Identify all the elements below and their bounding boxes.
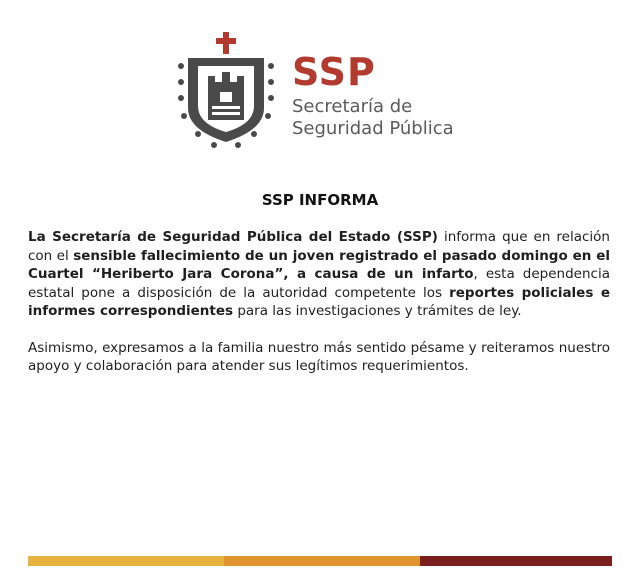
stripe-segment-maroon	[420, 556, 612, 566]
state-emblem-logo	[176, 30, 276, 150]
p1-bold-reports: reportes policiales e informes correspondientes	[28, 284, 610, 319]
p1-bold-agency: La Secretaría de Seguridad Pública del Estado (SSP)	[28, 229, 438, 245]
notice-paragraph-2: Asimismo, expresamos a la familia nuestro más sentido pésame y reiteramos nuestro apoyo y colaboración para atender sus legítimos requerimientos.	[28, 339, 610, 374]
stripe-segment-orange	[224, 556, 420, 566]
p1-text-a: informa que en relación con el	[28, 229, 610, 264]
brand-wordmark	[292, 52, 454, 140]
notice-title: SSP INFORMA	[261, 191, 379, 209]
p1-text-b: , esta dependencia estatal pone a disposición de la autoridad competente los	[28, 266, 610, 301]
notice-body	[28, 228, 610, 394]
notice-paragraph-1	[28, 228, 610, 321]
brand-name-line2: Seguridad Pública	[292, 118, 454, 139]
footer-color-stripe	[28, 556, 612, 566]
p1-text-c: para las investigaciones y trámites de ley.	[233, 303, 522, 319]
brand-abbreviation: SSP	[292, 50, 376, 94]
brand-name-line1: Secretaría de	[292, 96, 413, 117]
header	[0, 0, 640, 170]
stripe-segment-yellow	[28, 556, 224, 566]
p1-bold-event: sensible fallecimiento de un joven registrado el pasado domingo en el Cuartel “Heriberto Jara Corona”, a causa de un infarto	[28, 247, 610, 282]
